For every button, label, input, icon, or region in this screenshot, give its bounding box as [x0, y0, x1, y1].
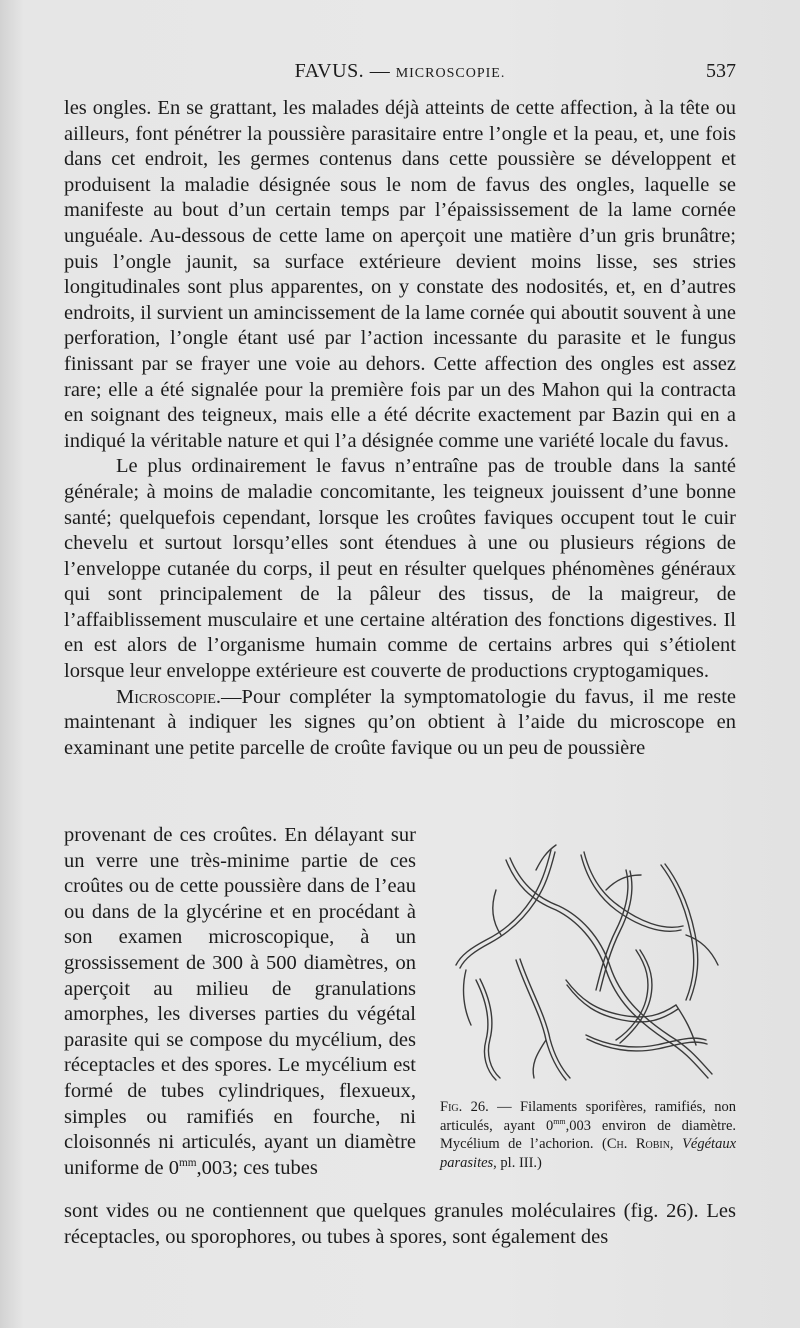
unit-mm: mm: [179, 1156, 197, 1169]
continuation-text: sont vides ou ne contiennent que quelques granules moléculaires (fig. 26). Les réceptacles, ou sporophores, ou tubes à spores, sont également des: [64, 1200, 736, 1248]
figure-dash: —: [497, 1099, 512, 1115]
header-subtitle: MICROSCOPIE.: [395, 66, 506, 81]
figure-caption-text-b: ,003 environ de diamètre. Mycélium de l’achorion.: [440, 1117, 737, 1152]
header-title: FAVUS.: [294, 60, 365, 82]
figure-label: Fig. 26.: [440, 1099, 489, 1115]
section-heading-microscopie: Microscopie.: [116, 685, 222, 708]
paragraph-2: Le plus ordinairement le favus n’entraîne pas de trouble dans la santé générale; à moins de maladie concomitante, les teigneux jouissent d’une bonne santé; quelquefois cependant, lorsque les croûtes faviques occupent tout le cuir chevelu et surtout lorsqu’elles sont étendues à une ou plusieurs régions de l’enveloppe cutanée du corps, il peut en résulter quelques phénomènes généraux qui sont principalement de la pâleur des tissus, de la maigreur, de l’affaiblissement musculaire et une certaine altération des fonctions digestives. Il en est alors de l’organisme humain comme de certains arbres qui s’étiolent lorsque leur enveloppe extérieure est couverte de productions cryptogamiques.: [64, 455, 736, 683]
figure-source-ref: , pl. III.): [493, 1154, 542, 1171]
paragraph-3-intro: [64, 685, 736, 762]
heading-dash: —: [221, 685, 242, 708]
header-separator: —: [369, 60, 391, 82]
mycelium-drawing: [446, 840, 736, 1090]
paragraph-1: les ongles. En se grattant, les malades déjà atteints de cette affection, à la tête ou ailleurs, font pénétrer la poussière parasitaire entre l’ongle et la peau, et, une fois dans cet endroit, les germes contenus dans cette poussière se développent et produisent la maladie désignée sous le nom de favus des ongles, laquelle se manifeste au bout d’un certain temps par l’épaississement de la lame cornée unguéale. Au-dessous de cette lame on aperçoit une matière d’un gris brunâtre; puis l’ongle jaunit, sa surface extérieure devient moins lisse, ses stries longitudinales sont plus apparentes, on y constate des nodosités, et, en d’autres endroits, il survient un amincissement de la lame cornée qui aboutit souvent à une perforation, l’ongle étant usé par l’action incessante du parasite et le fungus finissant par se frayer une voie au dehors. Cette affection des ongles est assez rare; elle a été signalée pour la première fois par un des Mahon qui la contracta en soignant des teigneux, mais elle a été décrite exactement par Bazin qui en a indiqué la véritable nature et qui l’a désignée comme une variété locale du favus.: [64, 97, 736, 452]
page-number: 537: [706, 60, 736, 82]
figure-caption: [440, 1098, 736, 1172]
running-header: [64, 60, 736, 90]
microscopie-wrapped-end: ,003; ces tubes: [196, 1156, 318, 1179]
figure-source-author: (Ch. Robin,: [601, 1136, 674, 1152]
body-text: [64, 96, 736, 761]
microscopie-intro: Pour compléter la symptomatologie du favus, il me reste maintenant à indiquer les signes qu’on obtient à l’aide du microscope en examinant une petite parcelle de croûte favique ou un peu de poussière: [64, 685, 736, 759]
microscopie-wrapped-text: provenant de ces croûtes. En délayant sur un verre une très-minime partie de ces croûtes ou de cette poussière dans de l’eau ou dans de la glycérine et en procédant à son examen microscopique, à un grossissement de 300 à 500 diamètres, on aperçoit au milieu de granulations amorphes, les diverses parties du végétal parasite qui se compose du mycélium, des réceptacles et des spores. Le mycélium est formé de tubes cylindriques, flexueux, simples ou ramifiés en fourche, ni cloisonnés ni articulés, ayant un diamètre uniforme de 0: [64, 824, 416, 1179]
figure-26-illustration: [446, 840, 736, 1090]
text-beside-figure: [64, 823, 416, 1181]
figure-source-title: Végétaux parasites: [440, 1136, 737, 1171]
figure-caption-text-a: Filaments sporifères, ramifiés, non articulés, ayant 0: [440, 1099, 736, 1134]
figure-unit-mm: mm: [553, 1116, 566, 1126]
running-title: [64, 60, 736, 83]
